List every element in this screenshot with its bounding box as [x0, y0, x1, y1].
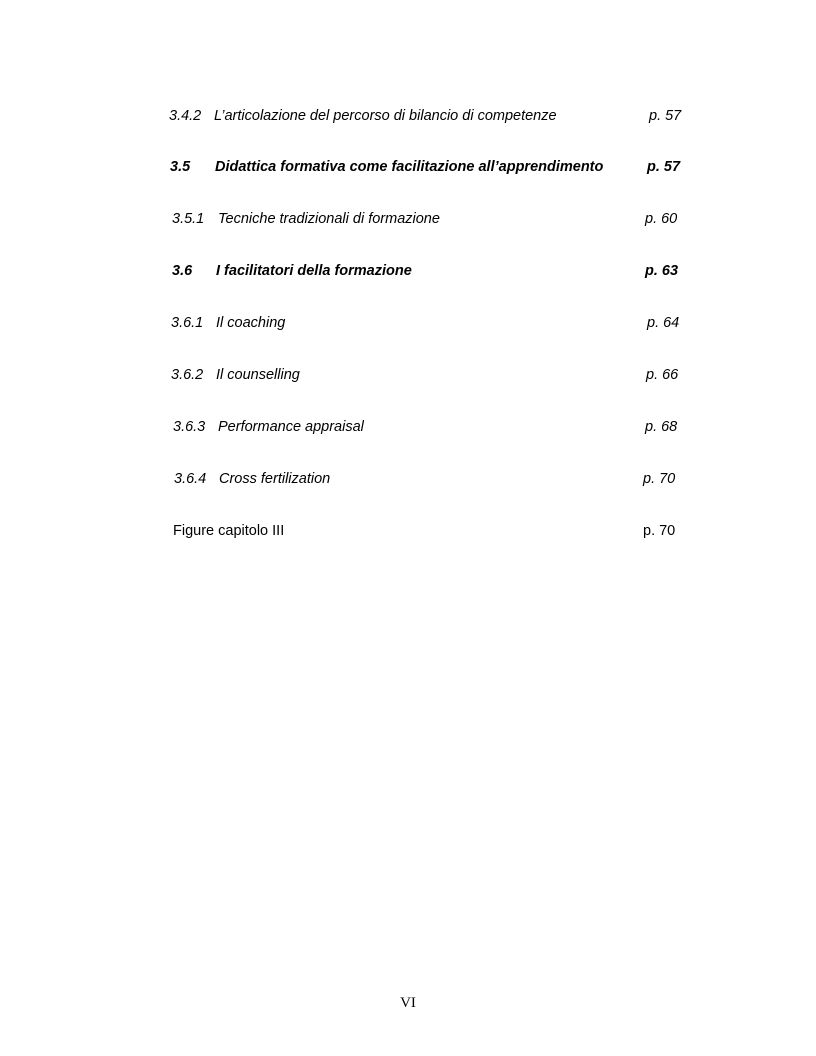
toc-entry-page: p. 57 [649, 108, 682, 124]
toc-entry-3-6-2 [0, 365, 816, 385]
toc-entry-page: p. 70 [643, 523, 676, 539]
toc-entry-number: 3.6.4 [174, 471, 207, 487]
toc-entry-3-4-2 [0, 106, 816, 126]
toc-entry-number: 3.5 [170, 159, 191, 175]
toc-entry-number: 3.6.3 [173, 419, 206, 435]
toc-entry-number: 3.6.1 [171, 315, 204, 331]
toc-entry-3-6-1 [0, 313, 816, 333]
toc-entry-title: Il coaching [216, 315, 286, 331]
toc-entry-3-6-4 [0, 469, 816, 489]
toc-entry-page: p. 57 [647, 159, 681, 175]
toc-entry-title: Didattica formativa come facilitazione all’apprendimento [215, 159, 604, 175]
toc-entry-figure-capitolo-iii [0, 521, 816, 541]
toc-entry-number: 3.6.2 [171, 367, 204, 383]
toc-entry-title: Performance appraisal [218, 419, 364, 435]
toc-entry-3-6 [0, 261, 816, 281]
toc-entry-number: 3.5.1 [172, 211, 205, 227]
toc-entry-page: p. 63 [645, 263, 679, 279]
toc-entry-3-5-1 [0, 209, 816, 229]
toc-entry-title: Il counselling [216, 367, 300, 383]
toc-entry-title: L’articolazione del percorso di bilancio di competenze [214, 108, 557, 124]
toc-entry-page: p. 64 [647, 315, 680, 331]
toc-entry-3-5 [0, 157, 816, 177]
toc-entry-page: p. 66 [646, 367, 679, 383]
toc-entry-number: 3.6 [172, 263, 193, 279]
toc-entry-title: Tecniche tradizionali di formazione [218, 211, 440, 227]
page-number: VI [400, 995, 416, 1011]
toc-entry-page: p. 70 [643, 471, 676, 487]
toc-entry-3-6-3 [0, 417, 816, 437]
toc-entry-title: Cross fertilization [219, 471, 331, 487]
toc-entry-title: Figure capitolo III [173, 523, 285, 539]
toc-entry-number: 3.4.2 [169, 108, 202, 124]
toc-entry-page: p. 60 [645, 211, 678, 227]
toc-entry-title: I facilitatori della formazione [216, 263, 412, 279]
toc-entry-page: p. 68 [645, 419, 678, 435]
